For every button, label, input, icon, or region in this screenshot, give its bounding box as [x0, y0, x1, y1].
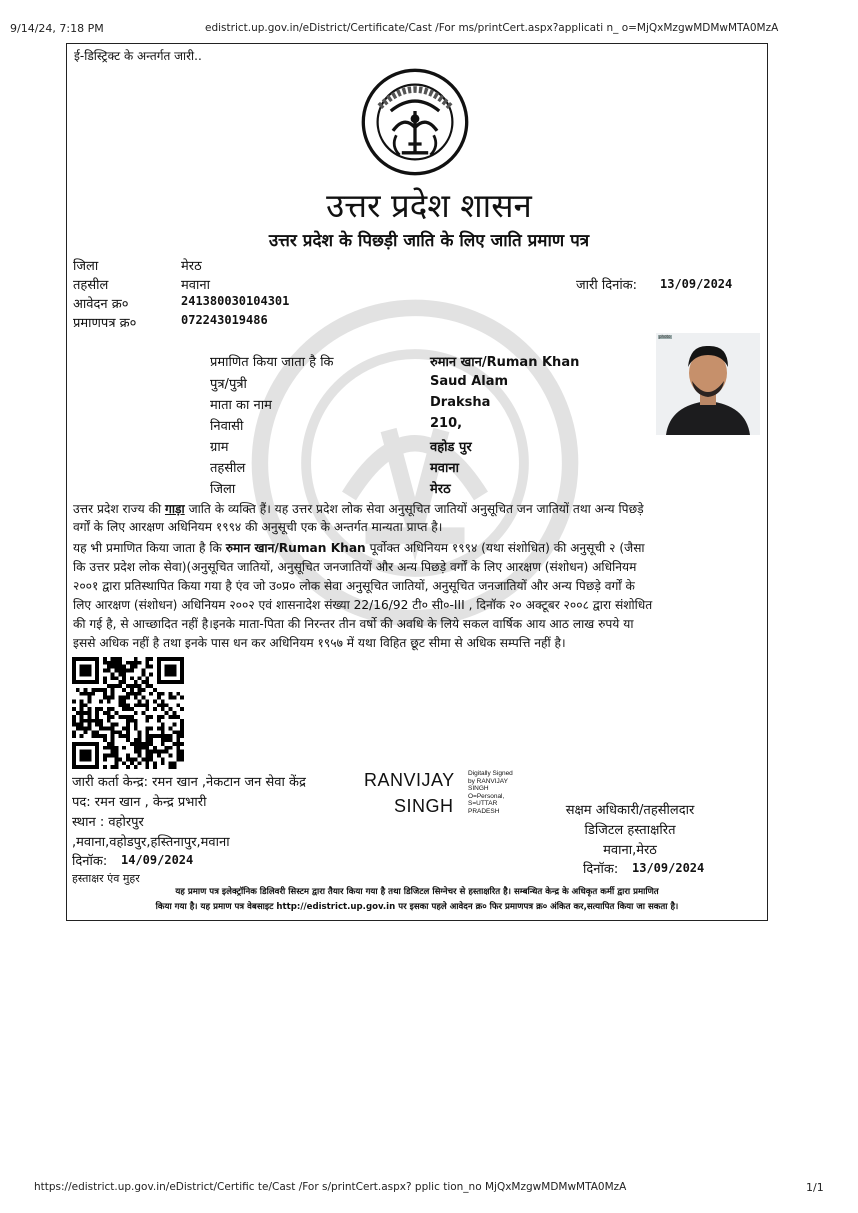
caste-name: गाड़ा: [164, 502, 185, 516]
authority-date-label: दिनॉक:: [583, 862, 619, 877]
detail-value-mother: Draksha: [430, 395, 491, 410]
dsig-line: O=Personal,: [468, 792, 505, 800]
certificate-title: उत्तर प्रदेश के पिछड़ी जाति के लिए जाति प्रमाण पत्र: [268, 231, 590, 251]
para2-line3: २००१ द्वारा प्रतिस्थापित किया गया है एंव जो उ०प्र० लोक सेवा अनुसूचित जातियों, अनुसूचित जनजातियों और अन्य पिछड़े वर्गों के: [73, 579, 635, 593]
photo-label: photo: [659, 334, 671, 339]
print-page-count: 1/1: [806, 1181, 824, 1194]
meta-value-application-no: 241380030104301: [181, 294, 290, 308]
digital-signature-details: [468, 770, 513, 815]
dsig-line: PRADESH: [468, 807, 500, 815]
issuer-date-value: 14/09/2024: [121, 853, 194, 867]
authority-date-value: 13/09/2024: [632, 861, 705, 875]
para1-suffix: जाति के व्यक्ति हैं। यह उत्तर प्रदेश लोक सेवा अनुसूचित जातियों अनुसूचित जन जातियों तथा अन्य पिछड़े: [188, 502, 644, 516]
detail-value-father: Saud Alam: [430, 374, 509, 389]
footer-note-line2: किया गया है। यह प्रमाण पत्र वेबसाइट http://edistrict.up.gov.in पर इसका पहले आवेदन क्र० फिर प्रमाणपत्र क्र० अंकित कर,सत्यापित किया जा सकता है।: [155, 902, 679, 912]
para2-suffix: पूर्वोक्त अधिनियम १९९४ (यथा संशोधित) की अनुसूची २ (जैसा: [369, 541, 645, 555]
detail-value-tehsil: मवाना: [430, 461, 459, 476]
detail-label-village: ग्राम: [210, 440, 229, 455]
detail-label-tehsil: तहसील: [210, 461, 246, 476]
print-datetime: 9/14/24, 7:18 PM: [10, 22, 104, 35]
issue-date-value: 13/09/2024: [660, 277, 733, 291]
issuer-address: ,मवाना,वहोडपुर,हस्तिनापुर,मवाना: [72, 835, 230, 850]
meta-value-district: मेरठ: [181, 259, 202, 274]
para1-line1: [73, 501, 758, 518]
para2-line4: लिए आरक्षण (संशोधन) अधिनियम २००२ एवं शासनादेश संख्या 22/16/92 टी० सी०-III , दिनॉक २० अक्टूबर २००८ द्वारा संशोधित: [73, 598, 653, 612]
applicant-photo: [656, 333, 760, 435]
dsig-line: S=UTTAR: [468, 800, 498, 807]
footer-note-line1: यह प्रमाण पत्र इलेक्ट्रॉनिक डिलिवरी सिस्टम द्वारा तैयार किया गया है तथा डिजिटल सिग्नेचर से हस्ताक्षरित है। सम्बन्धित केन्द्र के अधिकृत कर्मी द्वारा प्रमाणित: [175, 887, 659, 897]
detail-value-name: रुमान खान/Ruman Khan: [430, 355, 580, 370]
para2-line2: कि उत्तर प्रदेश लोक सेवा)(अनुसूचित जातियों, अनुसूचित जनजातियों और अन्य पिछड़े वर्गों के लिए आरक्षण (संशोधन) अधिनियम: [73, 560, 637, 574]
detail-label-district: जिला: [210, 482, 236, 497]
meta-label-tehsil: तहसील: [73, 278, 109, 293]
issued-under-text: ई-डिस्ट्रिक्ट के अन्तर्गत जारी..: [74, 49, 202, 63]
para1-line2: वर्गों के लिए आरक्षण अधिनियम १९९४ की अनुसूची एक के अन्तर्गत मान्यता प्राप्त है।: [73, 520, 443, 534]
digital-signature-name-line1: RANVIJAY: [364, 770, 455, 790]
detail-label-certified: प्रमाणित किया जाता है कि: [210, 355, 334, 370]
dsig-line: Digitally Signed: [468, 770, 513, 777]
dsig-line: by RANVIJAY: [468, 777, 508, 785]
sign-and-seal-label: हस्ताक्षर एंव मुहर: [72, 872, 140, 885]
govt-title: उत्तर प्रदेश शासन: [326, 186, 532, 225]
detail-value-house: 210,: [430, 416, 463, 431]
meta-value-tehsil: मवाना: [181, 278, 210, 293]
meta-value-certificate-no: 072243019486: [181, 313, 268, 327]
detail-value-village: वहोड पुर: [430, 440, 472, 455]
detail-label-mother: माता का नाम: [210, 398, 272, 413]
para2-line1: [73, 540, 763, 557]
up-govt-emblem: [360, 67, 470, 177]
para2-name: रुमान खान/Ruman Khan: [225, 541, 366, 555]
para2-line5: की गई है, से आच्छादित नहीं है।इनके माता-पिता की निरन्तर तीन वर्षो की अवधि के लिये सकल वार्षिक आय आठ लाख रुपये या: [73, 617, 634, 631]
issuer-place: स्थान : वहोरपुर: [72, 815, 144, 830]
print-url-top: edistrict.up.gov.in/eDistrict/Certificate/Cast /For ms/printCert.aspx?applicati n_ o=MjQxMzgwMDMwMTA0MzA: [205, 22, 779, 34]
print-url-bottom: https://edistrict.up.gov.in/eDistrict/Certific te/Cast /For s/printCert.aspx? pplic tion_no MjQxMzgwMDMwMTA0MzA: [34, 1181, 627, 1193]
para2-line6: इससे अधिक नहीं है तथा इनके पास धन कर अधिनियम १९५७ में यथा विहित छूट सीमा से अधिक सम्पत्ति नहीं है।: [73, 636, 566, 650]
issuer-date-label: दिनॉक:: [72, 854, 108, 869]
issue-date-label: जारी दिनांक:: [576, 278, 638, 293]
para1-prefix: उत्तर प्रदेश राज्य की: [73, 502, 162, 516]
issuer-designation: पद: रमन खान , केन्द्र प्रभारी: [72, 795, 207, 810]
digital-signature-name-line2: SINGH: [394, 796, 454, 816]
qr-code: [72, 657, 184, 769]
detail-label-parent: पुत्र/पुत्री: [210, 377, 247, 392]
issuer-center: जारी कर्ता केन्द्र: रमन खान ,नेकटान जन सेवा केंद्र: [72, 775, 306, 790]
dsig-line: SINGH: [468, 785, 489, 792]
detail-value-district: मेरठ: [430, 482, 451, 497]
meta-label-certificate-no: प्रमाणपत्र क्र०: [73, 316, 137, 331]
detail-label-resident: निवासी: [210, 419, 244, 434]
authority-place: मवाना,मेरठ: [603, 843, 657, 858]
para2-prefix: यह भी प्रमाणित किया जाता है कि: [73, 541, 222, 555]
meta-label-district: जिला: [73, 259, 99, 274]
authority-title: सक्षम अधिकारी/तहसीलदार: [565, 803, 695, 818]
authority-signed: डिजिटल हस्ताक्षरित: [584, 823, 676, 838]
meta-label-application-no: आवेदन क्र०: [73, 297, 129, 312]
